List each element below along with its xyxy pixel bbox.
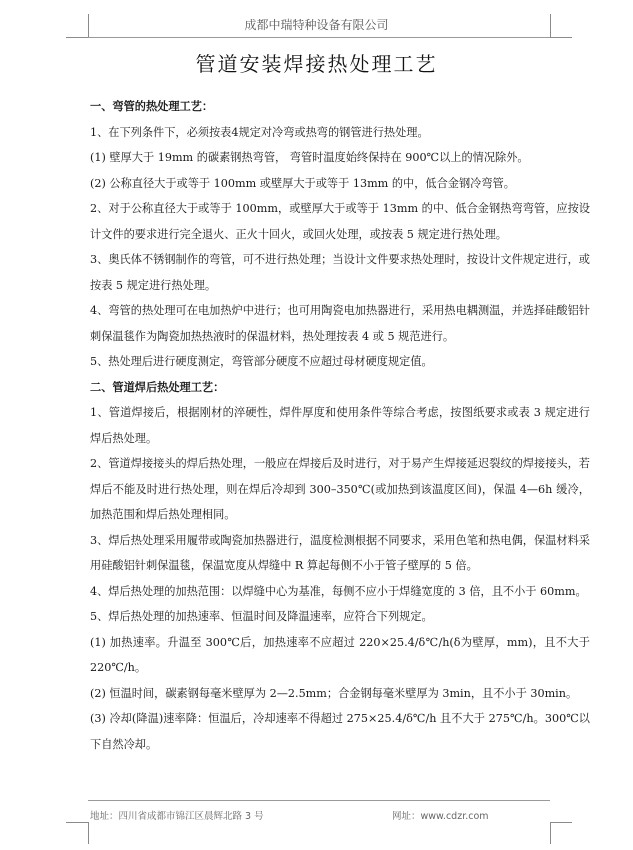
document-body xyxy=(90,94,590,757)
paragraph: 2、对于公称直径大于或等于 100mm，或壁厚大于或等于 13mm 的中、低合金钢热弯弯管，应按设计文件的要求进行完全退火、正火十回火，或回火处理，或按表 5 规定进行热处理。 xyxy=(90,202,590,241)
footer-address: 地址：四川省成都市锦江区晨辉北路 3 号 xyxy=(90,811,264,822)
paragraph: (2) 公称直径大于或等于 100mm 或壁厚大于或等于 13mm 的中，低合金钢冷弯管。 xyxy=(90,176,515,190)
crop-mark-bottom-left-v xyxy=(88,822,89,844)
paragraph: 3、焊后热处理采用履带或陶瓷加热器进行，温度检测根据不同要求，采用色笔和热电偶，保温材料采用硅酸铝针刺保温毯，保温宽度从焊缝中 R 算起每侧不小于管子壁厚的 5 倍。 xyxy=(90,533,590,572)
paragraph: 4、焊后热处理的加热范围：以焊缝中心为基准，每侧不应小于焊缝宽度的 3 倍，且不小于 60mm。 xyxy=(90,584,587,598)
paragraph: 4、弯管的热处理可在电加热炉中进行；也可用陶瓷电加热器进行，采用热电耦测温，并选择硅酸铝针刺保温毯作为陶瓷加热热液时的保温材料，热处理按表 4 或 5 规范进行。 xyxy=(90,304,590,343)
crop-mark-bottom-right-v xyxy=(550,822,551,844)
paragraph: 1、在下列条件下，必须按表4规定对冷弯或热弯的钢管进行热处理。 xyxy=(90,125,429,139)
paragraph: (3) 冷却(降温)速率降：恒温后，冷却速率不得超过 275×25.4/δ℃/h 且不大于 275℃/h。300℃以下自然冷却。 xyxy=(90,712,590,751)
crop-mark-bottom-left-h xyxy=(66,822,88,823)
crop-mark-bottom-right-h xyxy=(550,822,572,823)
paragraph: 5、热处理后进行硬度测定，弯管部分硬度不应超过母材硬度规定值。 xyxy=(90,355,433,368)
section-heading-1: 一、弯管的热处理工艺： xyxy=(90,99,214,113)
page-header-company: 成都中瑞特种设备有限公司 xyxy=(244,18,389,32)
paragraph: (1) 壁厚大于 19mm 的碳素钢热弯管， 弯管时温度始终保持在 900℃以上的情况除外。 xyxy=(90,151,529,164)
paragraph: 5、焊后热处理的加热速率、恒温时间及降温速率，应符合下列规定。 xyxy=(90,610,433,623)
paragraph: 3、奥氏体不锈钢制作的弯管，可不进行热处理；当设计文件要求热处理时，按设计文件规定进行，或按表 5 规定进行热处理。 xyxy=(90,253,590,292)
paragraph: 1、管道焊接后，根据刚材的淬硬性，焊件厚度和使用条件等综合考虑，按图纸要求或表 3 规定进行焊后热处理。 xyxy=(90,406,590,445)
footer-website: 网址：www.cdzr.com xyxy=(392,811,489,822)
paragraph: (2) 恒温时间，碳素钢每毫米壁厚为 2—2.5mm；合金钢每毫米壁厚为 3min，且不小于 30min。 xyxy=(90,686,578,700)
crop-mark-top-left-h xyxy=(66,37,88,38)
paragraph: 2、管道焊接接头的焊后热处理，一般应在焊接后及时进行，对于易产生焊接延迟裂纹的焊接接头，若焊后不能及时进行热处理，则在焊后冷却到 300–350℃(或加热到该温度区间)，保温 4—6h 缓冷，加热范围和焊后热处理相同。 xyxy=(90,457,590,521)
document-title: 管道安装焊接热处理工艺 xyxy=(195,52,438,76)
header-divider xyxy=(88,37,550,38)
crop-mark-top-right-h xyxy=(550,37,572,38)
section-heading-2: 二、管道焊后热处理工艺： xyxy=(90,379,225,394)
paragraph: (1) 加热速率。升温至 300℃后，加热速率不应超过 220×25.4/δ℃/h(δ为壁厚，mm)，且不大于 220℃/h。 xyxy=(90,635,590,674)
footer-divider xyxy=(88,800,550,801)
